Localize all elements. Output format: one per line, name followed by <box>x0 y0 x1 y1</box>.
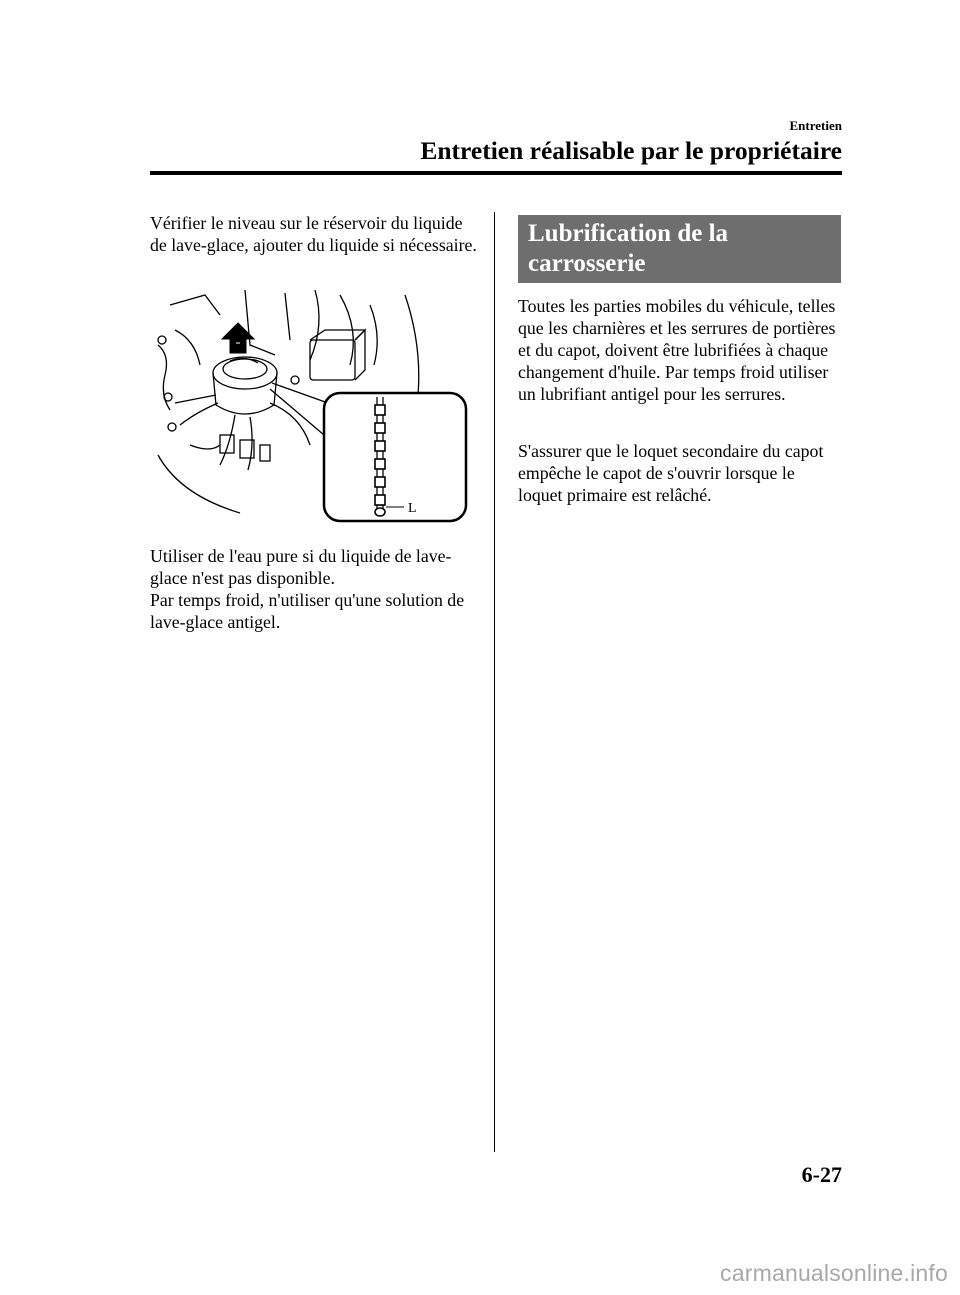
watermark: carmanualsonline.info <box>720 1260 948 1286</box>
section-heading-box <box>518 215 841 283</box>
running-header-section: Entretien <box>789 118 842 133</box>
intro-paragraph: Vérifier le niveau sur le réservoir du liquide de lave-glace, ajouter du liquide si nécessaire. <box>150 213 477 255</box>
header-rule <box>150 171 842 175</box>
section-heading: Lubrification de la carrosserie <box>528 220 729 277</box>
latch-paragraph: S'assurer que le loquet secondaire du capot empêche le capot de s'ouvrir lorsque le loquet primaire est relâché. <box>518 441 824 505</box>
level-gauge-callout <box>324 393 466 521</box>
arrow-up-icon <box>222 323 254 353</box>
water-note-paragraph: Utiliser de l'eau pure si du liquide de lave-glace n'est pas disponible. <box>150 546 452 588</box>
page-number: 6-27 <box>801 1162 842 1187</box>
lubrication-paragraph: Toutes les parties mobiles du véhicule, telles que les charnières et les serrures de portières et du capot, doivent être lubrifiées à chaque changement d'huile. Par temps froid utiliser un lubrifiant antigel pour les serrures. <box>518 296 836 404</box>
washer-reservoir-figure <box>150 285 470 525</box>
column-divider <box>494 212 495 1152</box>
callout-label: L <box>408 501 417 516</box>
cold-note-paragraph: Par temps froid, n'utiliser qu'une solution de lave-glace antigel. <box>150 590 465 632</box>
running-header-title: Entretien réalisable par le propriétaire <box>420 136 842 165</box>
